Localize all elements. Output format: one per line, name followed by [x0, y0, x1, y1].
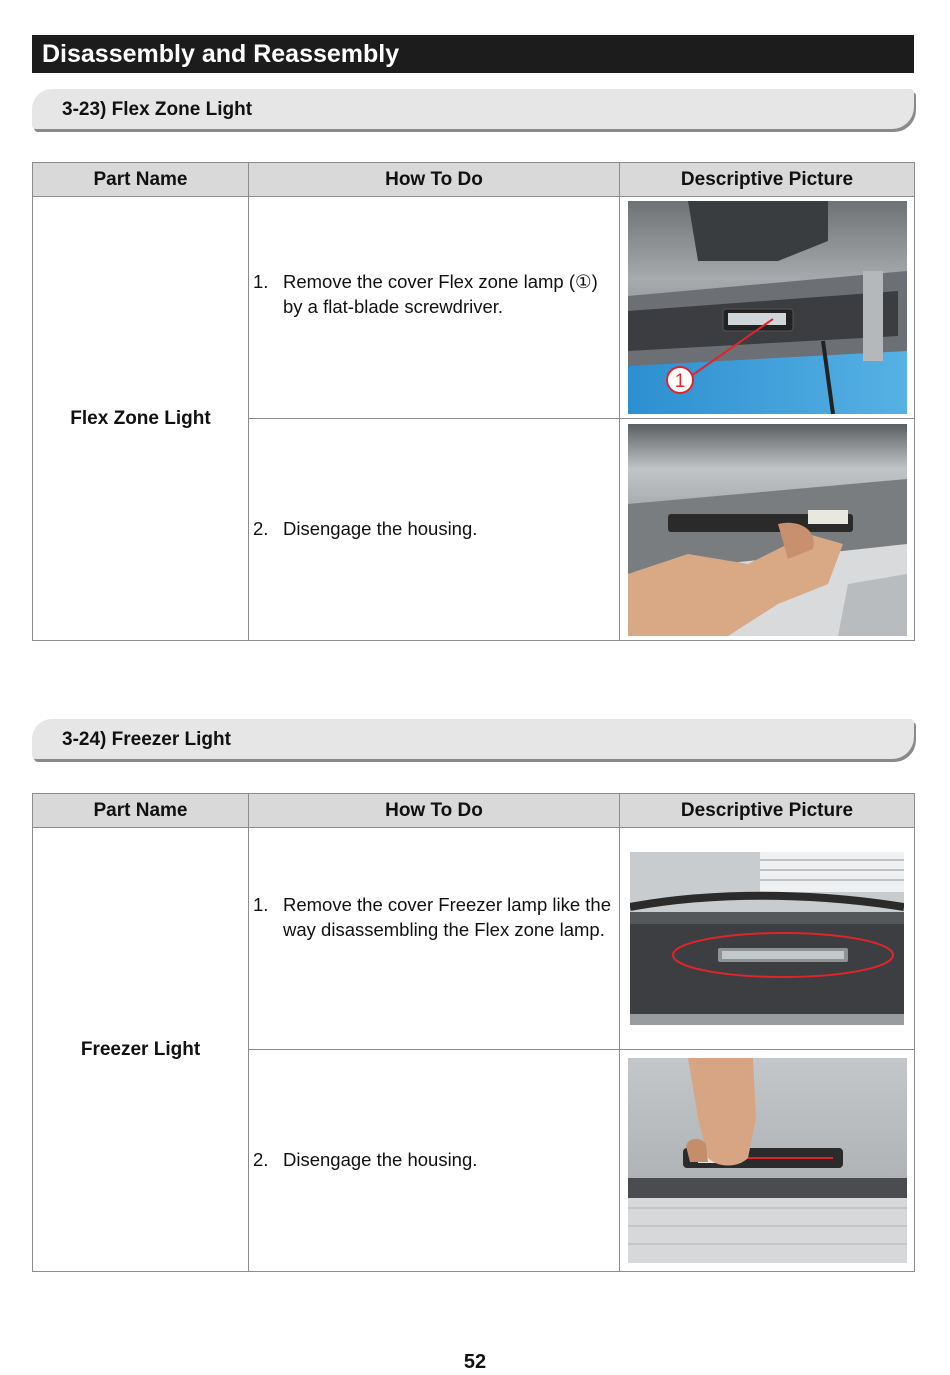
step-number: 2.: [253, 1149, 269, 1170]
page-number: 52: [463, 1351, 487, 1373]
flex-zone-light-table: [32, 162, 915, 641]
step-text: Remove the cover Flex zone lamp (①) by a flat-blade screwdriver.: [283, 270, 598, 317]
step-cell: [249, 419, 620, 641]
picture-cell: [620, 197, 915, 419]
step-number: 2.: [253, 518, 269, 539]
part-name-cell: Flex Zone Light: [33, 197, 249, 641]
step-cell: [249, 1050, 620, 1272]
picture-cell: [620, 828, 915, 1050]
part-name-cell: Freezer Light: [33, 828, 249, 1272]
step-1: [253, 269, 611, 319]
step-text: Disengage the housing.: [283, 518, 478, 539]
step-2: [253, 1147, 611, 1172]
column-header-how-to-do: How To Do: [249, 163, 620, 197]
column-header-part-name: Part Name: [33, 794, 249, 828]
section-title-freezer-light: 3-24) Freezer Light: [32, 719, 914, 759]
table-row: [33, 197, 915, 419]
step-1: [253, 892, 611, 942]
step-number: 1.: [253, 893, 269, 915]
step-2: [253, 516, 611, 541]
callout-number: 1: [674, 371, 685, 392]
step-text: Remove the cover Freezer lamp like the way disassembling the Flex zone lamp.: [283, 893, 611, 940]
step-cell: [249, 828, 620, 1050]
flex-zone-housing-photo: [628, 424, 907, 636]
column-header-part-name: Part Name: [33, 163, 249, 197]
picture-cell: [620, 1050, 915, 1272]
table-row: [33, 828, 915, 1050]
step-text: Disengage the housing.: [283, 1149, 478, 1170]
section-title-flex-zone-light: 3-23) Flex Zone Light: [32, 89, 914, 129]
freezer-lamp-photo: [630, 852, 904, 1025]
step-number: 1.: [253, 270, 269, 292]
freezer-light-table: [32, 793, 915, 1272]
column-header-how-to-do: How To Do: [249, 794, 620, 828]
freezer-housing-photo: [628, 1058, 907, 1263]
flex-zone-lamp-photo: [628, 201, 907, 414]
column-header-descriptive-picture: Descriptive Picture: [620, 794, 915, 828]
table-header-row: [33, 794, 915, 828]
page-header: Disassembly and Reassembly: [32, 35, 914, 73]
picture-cell: [620, 419, 915, 641]
step-cell: [249, 197, 620, 419]
table-header-row: [33, 163, 915, 197]
column-header-descriptive-picture: Descriptive Picture: [620, 163, 915, 197]
